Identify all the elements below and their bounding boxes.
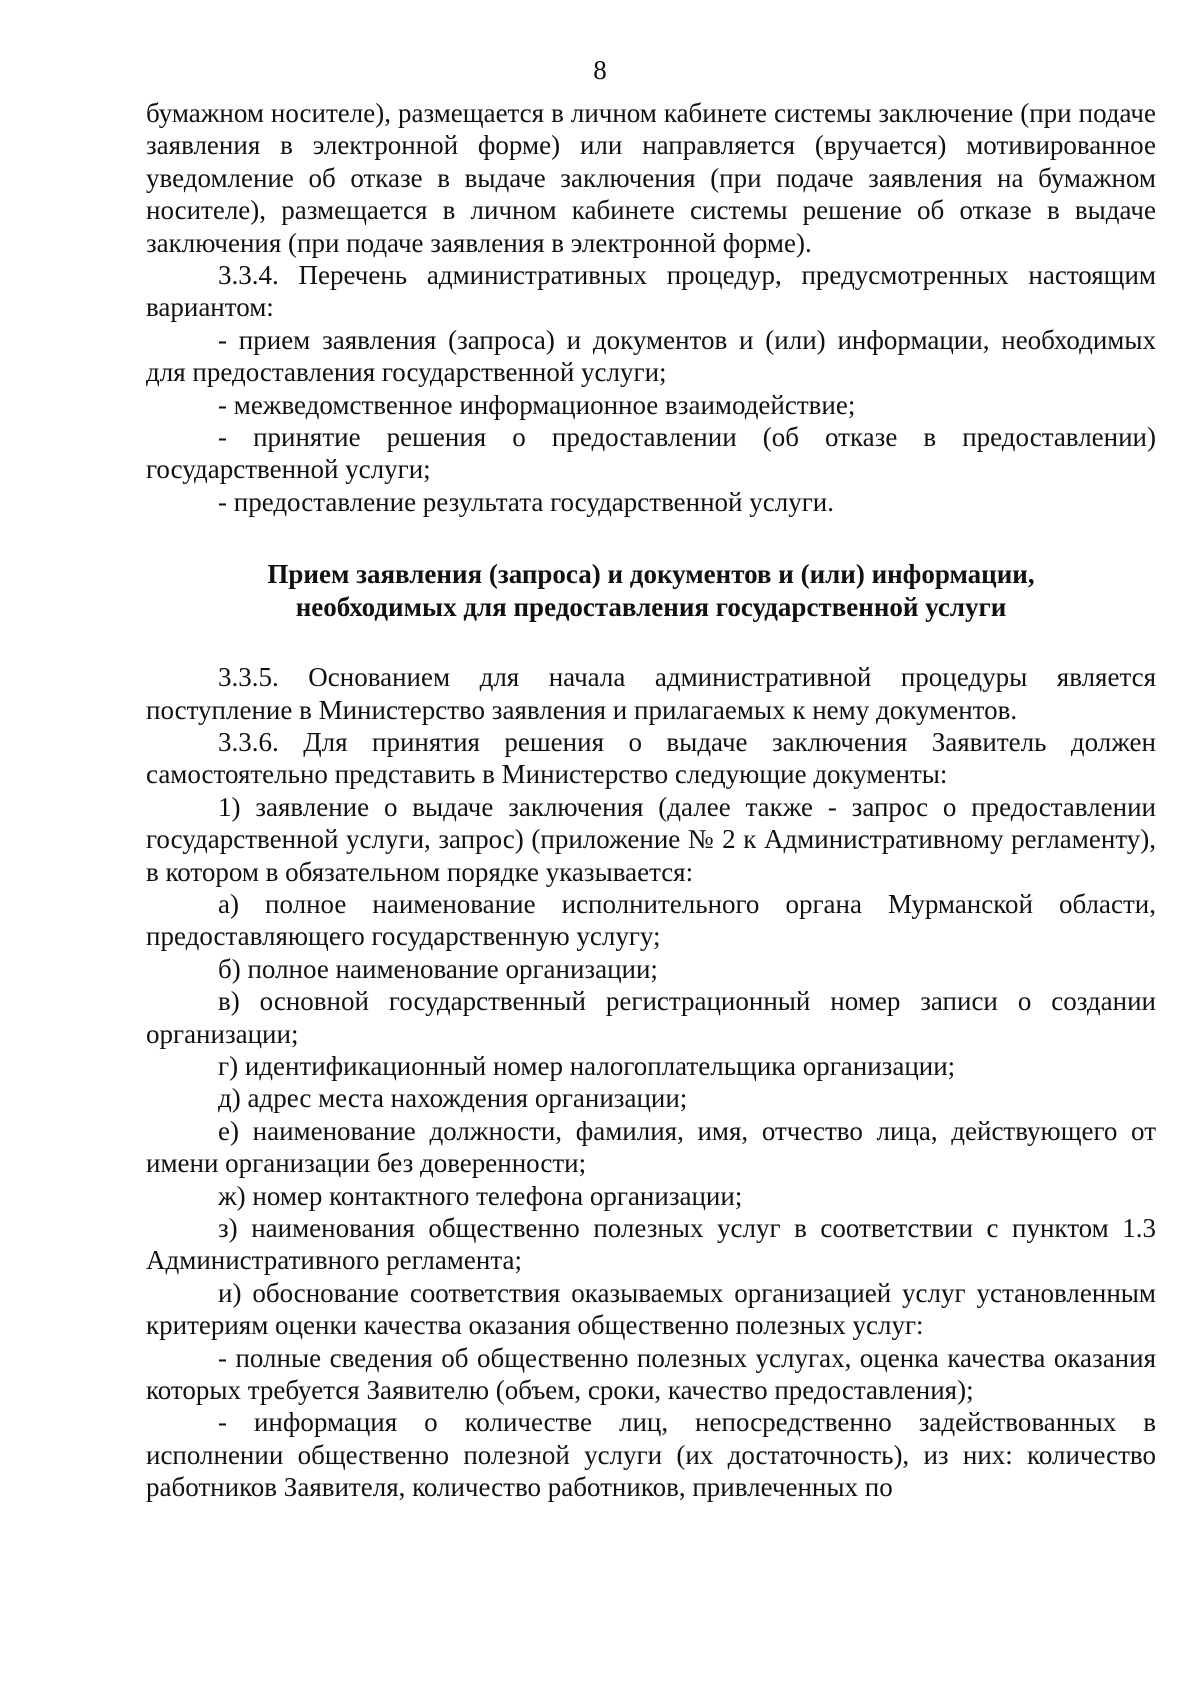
list-item: 1) заявление о выдаче заключения (далее также - запрос о предоставлении государственной услуги, запрос) (приложение № 2 к Административному регламенту), в котором в обязательном порядке указывается: xyxy=(146,791,1156,887)
page-number: 8 xyxy=(593,55,607,85)
list-item: г) идентификационный номер налогоплательщика организации; xyxy=(218,1050,956,1081)
list-item: - межведомственное информационное взаимодействие; xyxy=(218,389,856,420)
section-heading-line: Прием заявления (запроса) и документов и (или) информации, xyxy=(267,559,1035,590)
list-item: - предоставление результата государственной услуги. xyxy=(218,486,834,517)
list-item: б) полное наименование организации; xyxy=(218,953,658,984)
list-item: ж) номер контактного телефона организации; xyxy=(218,1180,743,1211)
list-item: з) наименования общественно полезных услуг в соответствии с пунктом 1.3 Административного регламента; xyxy=(146,1213,1156,1276)
list-item: и) обоснование соответствия оказываемых организацией услуг установленным критериям оценки качества оказания общественно полезных услуг: xyxy=(146,1277,1156,1341)
paragraph: 3.3.5. Основанием для начала административной процедуры является поступление в Министерство заявления и прилагаемых к нему документов. xyxy=(146,662,1156,725)
list-item: а) полное наименование исполнительного органа Мурманской области, предоставляющего государственную услугу; xyxy=(146,888,1156,952)
list-item: - прием заявления (запроса) и документов и (или) информации, необходимых для предоставления государственной услуги; xyxy=(146,324,1156,388)
paragraph: бумажном носителе), размещается в личном кабинете системы заключение (при подаче заявления в электронной форме) или направляется (вручается) мотивированное уведомление об отказе в выдаче заключения (при подаче заявления на бумажном носителе), размещается в личном кабинете системы решение об отказе в выдаче заключения (при подаче заявления в электронной форме). xyxy=(146,98,1156,258)
list-item: - принятие решения о предоставлении (об отказе в предоставлении) государственной услуги; xyxy=(146,422,1156,485)
section-heading xyxy=(146,558,1156,623)
list-item: - полные сведения об общественно полезных услугах, оценка качества оказания которых требуется Заявителю (объем, сроки, качество предоставления); xyxy=(146,1342,1156,1406)
list-item: - информация о количестве лиц, непосредственно задействованных в исполнении общественно полезной услуги (их достаточность), из них: количество работников Заявителя, количество работников, привлеченных по xyxy=(146,1407,1156,1503)
list-item: в) основной государственный регистрационный номер записи о создании организации; xyxy=(146,986,1156,1049)
list-item: д) адрес места нахождения организации; xyxy=(218,1083,688,1114)
paragraph: 3.3.6. Для принятия решения о выдаче заключения Заявитель должен самостоятельно представить в Министерство следующие документы: xyxy=(146,726,1156,790)
list-item: е) наименование должности, фамилия, имя, отчество лица, действующего от имени организации без доверенности; xyxy=(146,1115,1156,1179)
document-body xyxy=(146,97,1156,1504)
section-heading-line: необходимых для предоставления государственной услуги xyxy=(295,591,1007,622)
paragraph: 3.3.4. Перечень административных процедур, предусмотренных настоящим вариантом: xyxy=(146,260,1156,323)
